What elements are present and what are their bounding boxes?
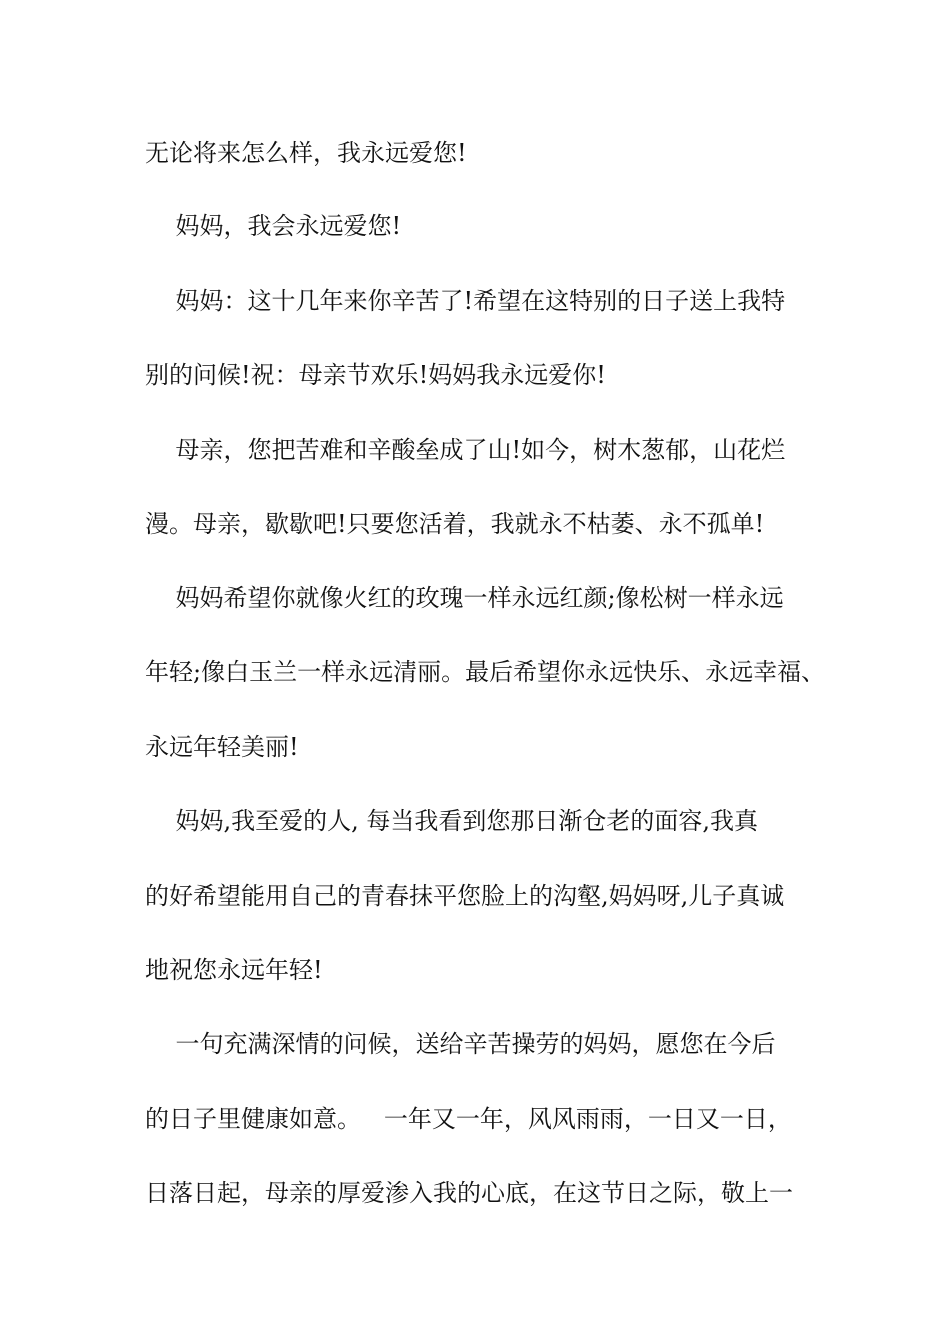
text-line: 漫。母亲，歇歇吧!只要您活着，我就永不枯萎、永不孤单! xyxy=(145,510,765,538)
text-line: 妈妈：这十几年来你辛苦了!希望在这特别的日子送上我特 xyxy=(145,287,786,315)
text-line: 妈妈，我会永远爱您! xyxy=(145,212,402,240)
text-line: 年轻;像白玉兰一样永远清丽。最后希望你永远快乐、永远幸福、 xyxy=(145,658,826,686)
text-line: 无论将来怎么样，我永远爱您! xyxy=(145,139,467,167)
text-line: 妈妈,我至爱的人, 每当我看到您那日渐仓老的面容,我真 xyxy=(145,807,759,835)
text-line: 母亲，您把苦难和辛酸垒成了山!如今，树木葱郁，山花烂 xyxy=(145,436,786,464)
text-line: 的日子里健康如意。 一年又一年，风风雨雨，一日又一日， xyxy=(145,1105,792,1133)
text-line: 永远年轻美丽! xyxy=(145,733,299,761)
text-line: 妈妈希望你就像火红的玫瑰一样永远红颜;像松树一样永远 xyxy=(145,584,784,612)
text-line: 日落日起，母亲的厚爱渗入我的心底，在这节日之际，敬上一 xyxy=(145,1179,793,1207)
text-line: 的好希望能用自己的青春抹平您脸上的沟壑,妈妈呀,儿子真诚 xyxy=(145,882,785,910)
text-line: 一句充满深情的问候，送给辛苦操劳的妈妈，愿您在今后 xyxy=(145,1030,776,1058)
text-line: 地祝您永远年轻! xyxy=(145,956,323,984)
text-line: 别的问候!祝：母亲节欢乐!妈妈我永远爱你! xyxy=(145,361,606,389)
